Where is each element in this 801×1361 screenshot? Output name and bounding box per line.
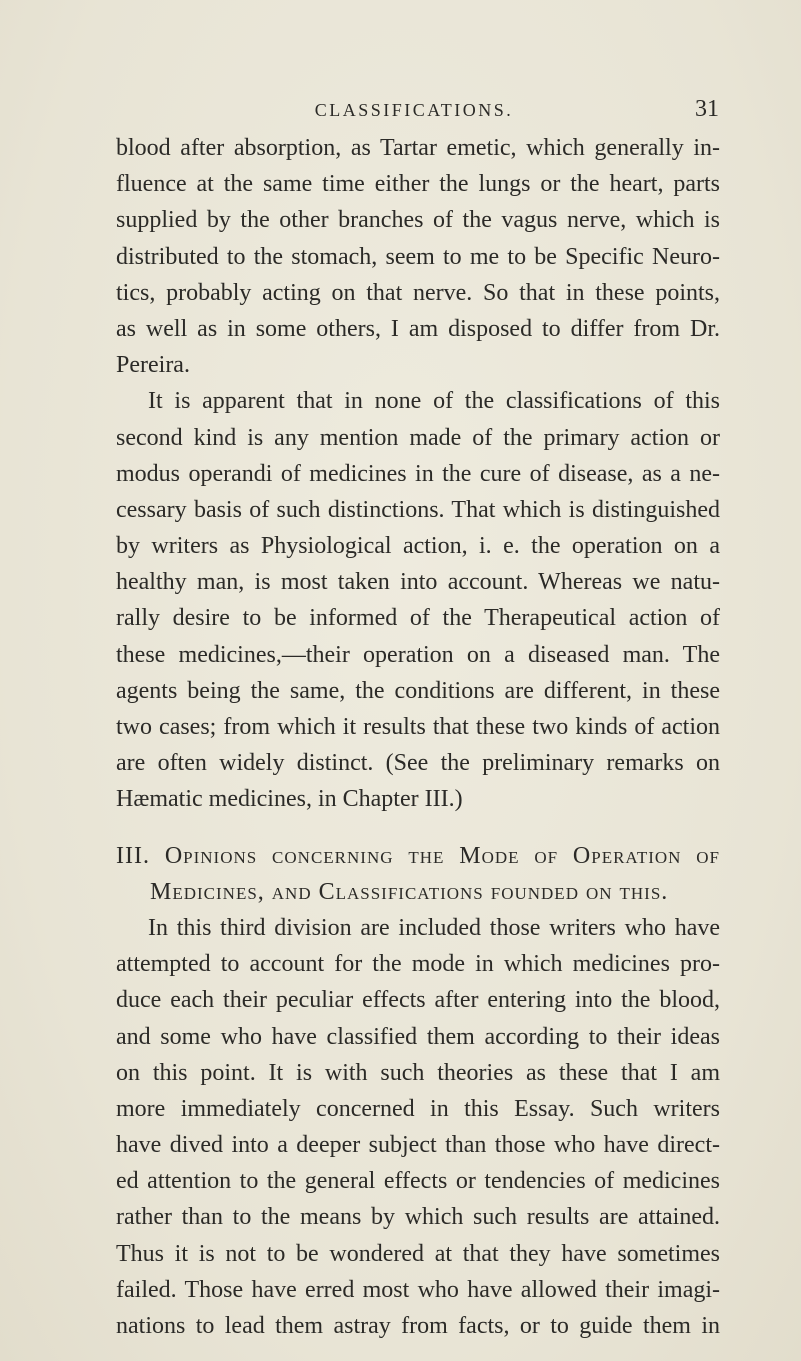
text-line: these medicines,—their operation on a diseased man. The xyxy=(116,641,720,668)
section-heading-line: Medicines, and Classifications founded on this. xyxy=(150,878,669,905)
text-line: attempted to account for the mode in which medicines pro- xyxy=(116,951,720,978)
text-line: modus operandi of medicines in the cure of disease, as a ne- xyxy=(116,460,720,487)
text-line: more immediately concerned in this Essay. Such writers xyxy=(116,1095,720,1122)
text-line: duce each their peculiar effects after entering into the blood, xyxy=(116,987,720,1014)
text-line: two cases; from which it results that these two kinds of action xyxy=(116,714,720,740)
section-heading-line: III. Opinions concerning the Mode of Operation of xyxy=(116,842,720,869)
text-line: blood after absorption, as Tartar emetic, which generally in- xyxy=(116,135,720,161)
text-line: as well as in some others, I am disposed to differ from Dr. xyxy=(116,315,720,342)
text-line: tics, probably acting on that nerve. So that in these points, xyxy=(116,279,720,306)
text-line: healthy man, is most taken into account. Whereas we natu- xyxy=(116,569,720,596)
text-line: rally desire to be informed of the Therapeutical action of xyxy=(116,605,720,632)
text-line: failed. Those have erred most who have allowed their imagi- xyxy=(116,1276,720,1303)
text-line: and some who have classified them according to their ideas xyxy=(116,1023,720,1050)
page-number: 31 xyxy=(695,96,719,122)
text-line: fluence at the same time either the lungs or the heart, parts xyxy=(116,171,720,198)
text-line: ed attention to the general effects or tendencies of medicines xyxy=(116,1168,720,1195)
body-text xyxy=(116,130,720,1344)
text-line: supplied by the other branches of the vagus nerve, which is xyxy=(116,207,720,234)
text-line: are often widely distinct. (See the preliminary remarks on xyxy=(116,750,720,777)
section-gap xyxy=(116,818,720,838)
text-line: distributed to the stomach, seem to me to be Specific Neuro- xyxy=(116,243,720,270)
text-line: cessary basis of such distinctions. That which is distinguished xyxy=(116,496,720,523)
text-line: on this point. It is with such theories as these that I am xyxy=(116,1059,720,1086)
text-line: Hæmatic medicines, in Chapter III.) xyxy=(116,786,463,813)
running-title: CLASSIFICATIONS. xyxy=(314,100,514,120)
text-line: rather than to the means by which such results are attained. xyxy=(116,1204,720,1231)
text-line: It is apparent that in none of the classifications of this xyxy=(148,388,720,415)
text-line: by writers as Physiological action, i. e. the operation on a xyxy=(116,533,720,560)
text-line: agents being the same, the conditions are different, in these xyxy=(116,677,720,704)
text-line: Thus it is not to be wondered at that they have sometimes xyxy=(116,1240,720,1267)
text-line: Pereira. xyxy=(116,352,190,379)
running-header xyxy=(249,92,719,122)
text-line: In this third division are included those writers who have xyxy=(148,914,720,941)
text-line: nations to lead them astray from facts, or to guide them in xyxy=(116,1313,720,1339)
text-line: second kind is any mention made of the primary action or xyxy=(116,424,720,451)
text-line: have dived into a deeper subject than those who have direct- xyxy=(116,1132,720,1159)
